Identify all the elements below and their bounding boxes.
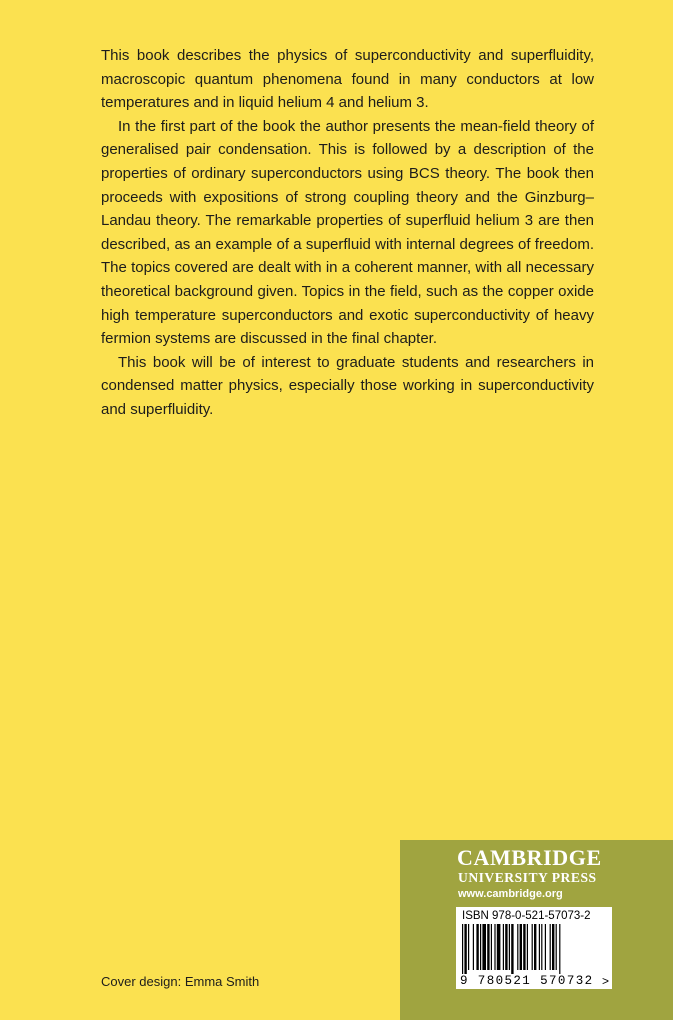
publisher-url: www.cambridge.org [458,888,563,900]
barcode-arrow: > [601,974,609,988]
blurb-paragraph: This book will be of interest to graduate students and researchers in condensed matter physics, especially those working in superconductivity and superfluidity. [101,353,594,418]
barcode-icon [460,924,600,974]
cover-design-credit: Cover design: Emma Smith [101,974,260,989]
blurb-paragraph: In the first part of the book the author presents the mean-field theory of generalised pair condensation. This is followed by a description of the properties of ordinary superconductors using BCS theory. The book then proceeds with expositions of strong coupling theory and the Ginzburg–Landau theory. The remarkable properties of superfluid helium 3 are then described, as an example of a superfluid with internal degrees of freedom. The topics covered are dealt with in a coherent manner, with all necessary theoretical background given. Topics in the field, such as the copper oxide high temperature superconductors and exotic superconductivity of heavy fermion systems are discussed in the final chapter. [101,117,594,348]
publisher-panel [400,840,673,1020]
barcode-digits: 9 780521 570732 [460,974,594,988]
isbn-barcode-box [456,907,612,989]
blurb-paragraph: This book describes the physics of superconductivity and superfluidity, macroscopic quantum phenomena found in many conductors at low temperatures and in liquid helium 4 and helium 3. [101,47,594,112]
isbn-label: ISBN 978-0-521-57073-2 [462,910,591,922]
publisher-name: CAMBRIDGE [457,845,602,870]
publisher-subtitle: UNIVERSITY PRESS [458,870,597,885]
back-cover-blurb [101,44,594,422]
